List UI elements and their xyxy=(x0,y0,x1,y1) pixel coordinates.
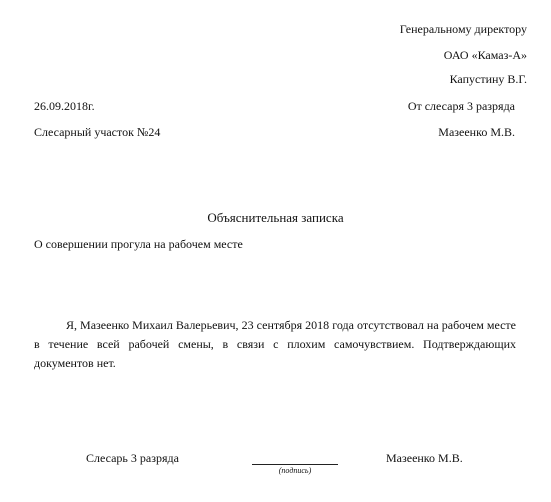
sender-department: Слесарный участок №24 xyxy=(34,125,161,139)
sender-position: От слесаря 3 разряда xyxy=(407,99,515,113)
document-title: Объяснительная записка xyxy=(207,210,344,225)
document-body: Я, Мазеенко Михаил Валерьевич, 23 сентября 2018 года отсутствовал на рабочем месте в течение всей рабочей смены, в связи с плохим самочувствием. Подтверждающих документов нет. xyxy=(34,318,516,370)
signature-name: Мазеенко М.В. xyxy=(386,451,463,465)
recipient-company: ОАО «Камаз-А» xyxy=(443,48,527,62)
recipient-title: Генеральному директору xyxy=(399,22,527,36)
signature-position: Слесарь 3 разряда xyxy=(86,451,179,465)
sender-name: Мазеенко М.В. xyxy=(438,125,515,139)
document-date: 26.09.2018г. xyxy=(34,99,95,113)
document-subject: О совершении прогула на рабочем месте xyxy=(34,237,243,251)
signature-line xyxy=(252,464,338,465)
recipient-name: Капустину В.Г. xyxy=(449,72,527,86)
signature-caption: (подпись) xyxy=(278,466,312,475)
